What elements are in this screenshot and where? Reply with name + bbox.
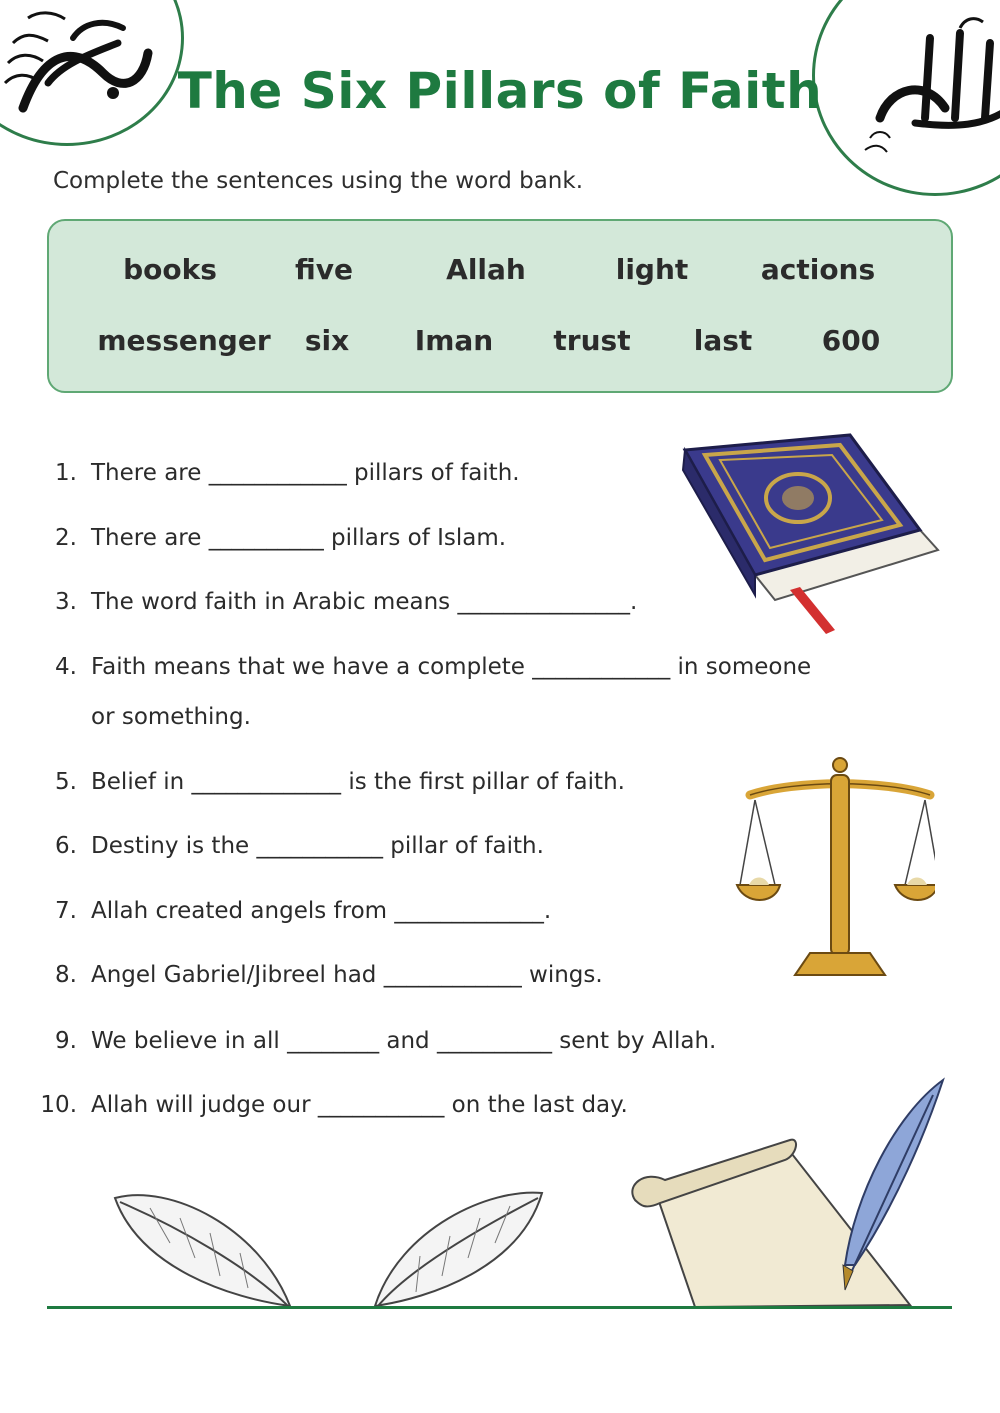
word-bank-item: Iman [414,324,494,357]
question-number: 3. [55,589,77,615]
question-text: Destiny is the ___________ pillar of faith. [91,833,544,859]
quran-book-icon [680,430,942,644]
question-number: 9. [55,1028,77,1054]
word-bank-item: messenger [97,324,271,357]
question-text: The word faith in Arabic means _______________. [91,589,638,615]
question-number: 10. [40,1092,77,1118]
question-text: We believe in all ________ and __________ sent by Allah. [91,1028,717,1054]
question-number: 6. [55,833,77,859]
feather-right-icon [370,1188,550,1312]
word-bank-item: five [295,253,353,286]
word-bank-item: actions [760,253,876,286]
feather-left-icon [110,1188,300,1312]
question-number: 1. [55,460,77,486]
question-number: 7. [55,898,77,924]
bottom-divider [47,1306,952,1309]
question-text: Belief in _____________ is the first pillar of faith. [91,769,625,795]
word-bank-item: last [693,324,753,357]
word-bank-item: Allah [446,253,526,286]
scroll-quill-icon [625,1075,945,1314]
word-bank-item: light [615,253,689,286]
question-text: There are ____________ pillars of faith. [91,460,520,486]
question-text: Allah will judge our ___________ on the last day. [91,1092,628,1118]
question-number: 4. [55,654,77,680]
word-bank-item: books [123,253,217,286]
question-text: There are __________ pillars of Islam. [91,525,507,551]
word-bank-item: six [304,324,350,357]
question-text: Angel Gabriel/Jibreel had ____________ wings. [91,962,603,988]
word-bank-item: 600 [821,324,881,357]
word-bank [47,219,953,393]
question-text: Allah created angels from _____________. [91,898,552,924]
question-text: Faith means that we have a complete ____________ in someone [91,654,812,680]
question-number: 8. [55,962,77,988]
scales-icon [735,755,935,989]
page-title: The Six Pillars of Faith [177,62,823,120]
question-number: 5. [55,769,77,795]
question-4-continuation: or something. [91,704,251,730]
word-bank-item: trust [553,324,631,357]
instruction-text: Complete the sentences using the word bank. [53,168,583,194]
question-number: 2. [55,525,77,551]
